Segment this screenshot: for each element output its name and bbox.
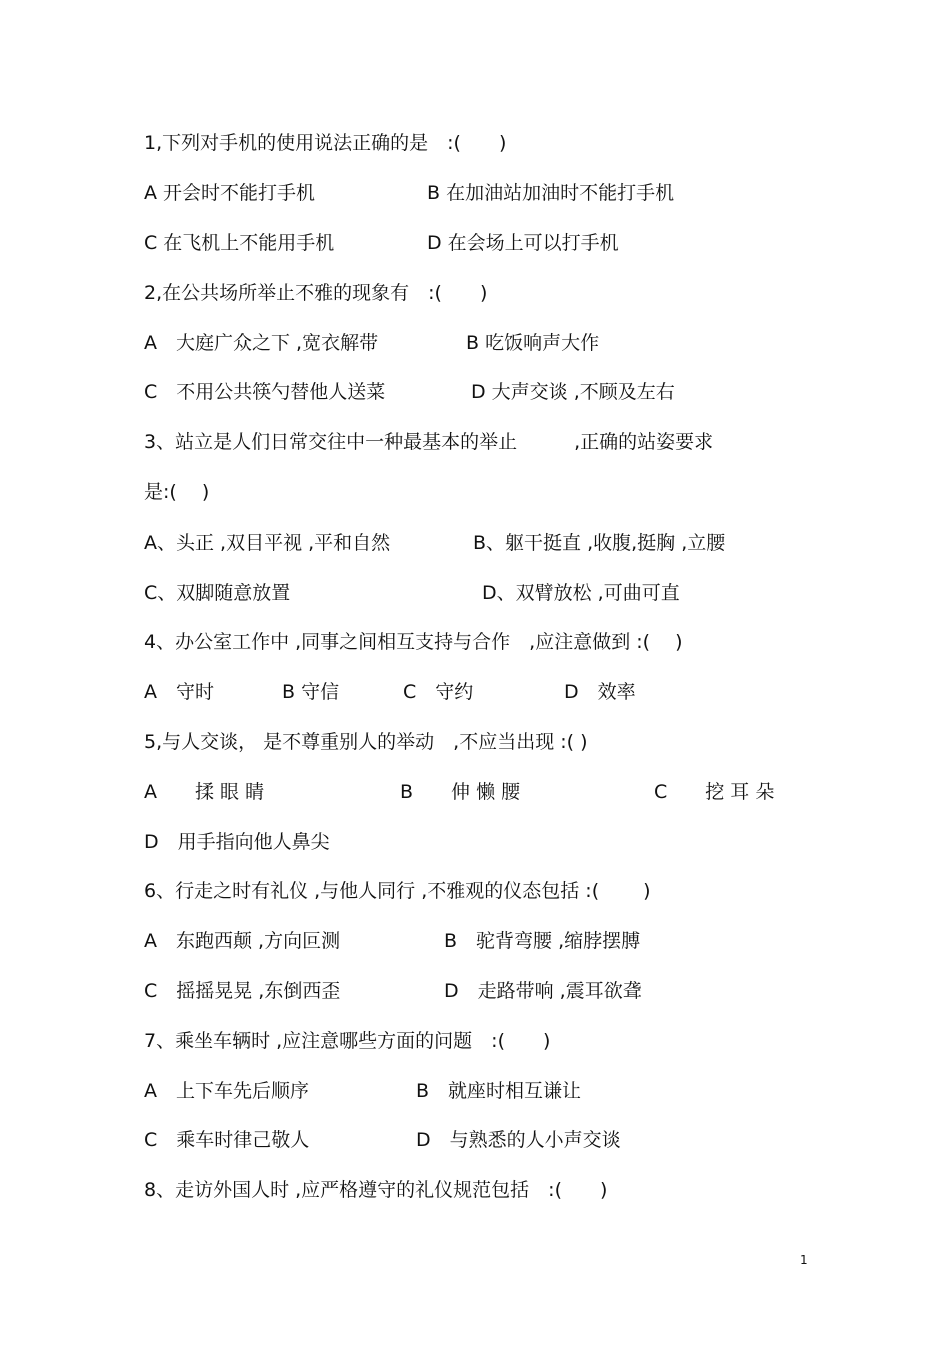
option-a: A 守时 (144, 681, 214, 703)
question-7-options-2 (144, 1128, 820, 1152)
question-5-option-d: D 用手指向他人鼻尖 (144, 831, 330, 853)
question-4-options (144, 680, 820, 704)
page-number: 1 (800, 1253, 808, 1267)
question-5-stem: 5,与人交谈， 是不尊重别人的举动 ,不应当出现 :( ) (144, 731, 588, 753)
question-5-options (144, 780, 820, 804)
question-2-options (144, 331, 820, 355)
option-b: B 守信 (282, 681, 340, 703)
question-6-stem: 6、行走之时有礼仪 ,与他人同行 ,不雅观的仪态包括 :( ) (144, 880, 651, 902)
option-a: A 大庭广众之下 ,宽衣解带 (144, 332, 379, 354)
option-c: C 摇摇晃晃 ,东倒西歪 (144, 980, 341, 1002)
question-6-options-2 (144, 979, 820, 1003)
option-b: B 吃饭响声大作 (466, 332, 600, 354)
option-a: A 揉 眼 睛 (144, 781, 265, 803)
option-c: C 在飞机上不能用手机 (144, 232, 335, 254)
question-3-options-2 (144, 581, 820, 605)
option-a: A 上下车先后顺序 (144, 1080, 309, 1102)
question-6-options (144, 929, 820, 953)
option-a: A、头正 ,双目平视 ,平和自然 (144, 532, 391, 554)
option-c: C 守约 (403, 681, 474, 703)
option-b: B 驼背弯腰 ,缩脖摆膊 (444, 930, 641, 952)
question-4-stem: 4、办公室工作中 ,同事之间相互支持与合作 ,应注意做到 :( ) (144, 631, 683, 653)
option-b: B 在加油站加油时不能打手机 (427, 182, 675, 204)
option-c: C、双脚随意放置 (144, 582, 291, 604)
option-b: B、躯干挺直 ,收腹,挺胸 ,立腰 (473, 532, 726, 554)
question-7-options (144, 1079, 820, 1103)
question-1-options (144, 181, 820, 205)
option-a: A 东跑西颠 ,方向叵测 (144, 930, 341, 952)
question-1-options-2 (144, 231, 820, 255)
option-d: D 效率 (564, 681, 636, 703)
option-d: D 在会场上可以打手机 (427, 232, 619, 254)
question-8-stem: 8、走访外国人时 ,应严格遵守的礼仪规范包括 :( ) (144, 1179, 608, 1201)
option-b: B 就座时相互谦让 (416, 1080, 582, 1102)
question-3-options (144, 531, 820, 555)
option-d: D 走路带响 ,震耳欲聋 (444, 980, 642, 1002)
option-c: C 乘车时律己敬人 (144, 1129, 310, 1151)
question-7-stem: 7、乘坐车辆时 ,应注意哪些方面的问题 :( ) (144, 1030, 551, 1052)
option-b: B 伸 懒 腰 (400, 781, 521, 803)
question-2-stem: 2,在公共场所举止不雅的现象有 :( ) (144, 282, 488, 304)
question-2-options-2 (144, 380, 820, 404)
question-3-stem: 3、站立是人们日常交往中一种最基本的举止 ,正确的站姿要求 (144, 431, 714, 453)
question-3-stem-continued: 是:( ) (144, 481, 210, 503)
question-1-stem: 1,下列对手机的使用说法正确的是 :( ) (144, 132, 507, 154)
option-c: C 不用公共筷勺替他人送菜 (144, 381, 386, 403)
option-c: C 挖 耳 朵 (654, 781, 775, 803)
option-d: D 与熟悉的人小声交谈 (416, 1129, 621, 1151)
option-d: D 大声交谈 ,不顾及左右 (471, 381, 675, 403)
option-d: D、双臂放松 ,可曲可直 (482, 582, 680, 604)
option-a: A 开会时不能打手机 (144, 182, 316, 204)
